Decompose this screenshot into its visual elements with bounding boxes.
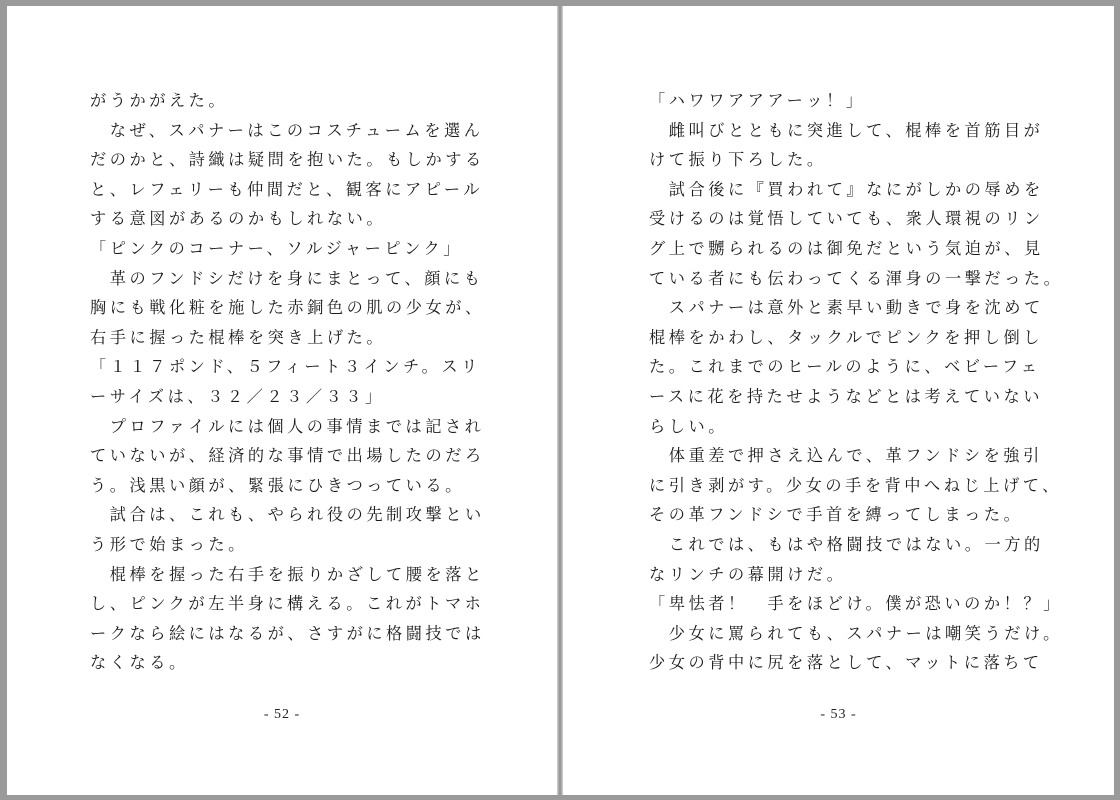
text-line: その革フンドシで手首を縛ってしまった。 <box>649 505 1024 525</box>
text-line: 「卑怯者！ 手をほどけ。僕が恐いのか！？」 <box>649 594 1063 614</box>
page-number: - 52 - <box>263 707 301 722</box>
text-line: 試合後に『買われて』なにがしかの辱めを <box>649 179 1044 199</box>
text-line: う。浅黒い顔が、緊張にひきつっている。 <box>90 475 465 495</box>
text-line: 少女の背中に尻を落として、マットに落ちて <box>649 653 1043 673</box>
text-line: ークなら絵にはなるが、さすがに格闘技では <box>90 623 485 643</box>
text-line: 右手に握った棍棒を突き上げた。 <box>90 327 387 347</box>
text-line: 革のフンドシだけを身にまとって、顔にも <box>90 268 484 288</box>
text-line: 胸にも戦化粧を施した赤銅色の肌の少女が、 <box>90 298 485 318</box>
text-line: 少女に罵られても、スパナーは嘲笑うだけ。 <box>649 623 1063 643</box>
text-line: と、レフェリーも仲間だと、観客にアピール <box>90 179 483 199</box>
text-line: ーサイズは、３２／２３／３３」 <box>90 386 385 406</box>
text-line: けて振り下ろした。 <box>649 150 827 170</box>
text-line: なぜ、スパナーはこのコスチュームを選ん <box>90 120 484 140</box>
text-line: ースに花を持たせようなどとは考えていない <box>649 386 1043 406</box>
page-body-left <box>90 86 485 678</box>
text-line: 棍棒を握った右手を振りかざして腰を落と <box>90 564 485 584</box>
text-line: 「ピンクのコーナー、ソルジャーピンク」 <box>90 238 463 258</box>
text-line: し、ピンクが左半身に構える。これがトマホ <box>90 594 485 614</box>
text-line: スパナーは意外と素早い動きで身を沈めて <box>649 298 1044 318</box>
text-line: らしい。 <box>649 416 728 436</box>
text-line: これでは、もはや格闘技ではない。一方的 <box>649 534 1044 554</box>
text-line: う形で始まった。 <box>90 534 248 554</box>
text-line: だのかと、詩織は疑問を抱いた。もしかする <box>90 150 485 170</box>
text-line: なリンチの幕開けだ。 <box>649 564 847 584</box>
page-left <box>7 6 557 795</box>
text-line: 受けるのは覚悟していても、衆人環視のリン <box>649 209 1044 229</box>
text-line: に引き剥がす。少女の手を背中へねじ上げて、 <box>649 475 1062 495</box>
text-line: た。これまでのヒールのように、ベビーフェ <box>649 357 1041 377</box>
text-line: する意図があるのかもしれない。 <box>90 209 387 229</box>
text-line: プロファイルには個人の事情までは記され <box>90 416 485 436</box>
text-line: グ上で嬲られるのは御免だという気迫が、見 <box>649 238 1044 258</box>
text-line: 「ハワワアアアーッ！」 <box>649 91 866 110</box>
text-line: 体重差で押さえ込んで、革フンドシを強引 <box>649 446 1043 466</box>
text-line: ていないが、経済的な事情で出場したのだろ <box>90 446 485 466</box>
text-line: ている者にも伝わってくる渾身の一撃だった。 <box>649 268 1064 288</box>
page-number: - 53 - <box>820 707 857 722</box>
text-line: 雌叫びとともに突進して、棍棒を首筋目が <box>649 120 1044 140</box>
page-right <box>563 6 1114 795</box>
text-line: 「１１７ポンド、５フィート３インチ。スリ <box>90 357 481 377</box>
text-line: なくなる。 <box>90 653 189 673</box>
text-line: 棍棒をかわし、タックルでピンクを押し倒し <box>649 327 1043 347</box>
page-body-right <box>649 86 1063 678</box>
text-line: 試合は、これも、やられ役の先制攻撃とい <box>90 505 485 525</box>
text-line: がうかがえた。 <box>90 91 229 110</box>
